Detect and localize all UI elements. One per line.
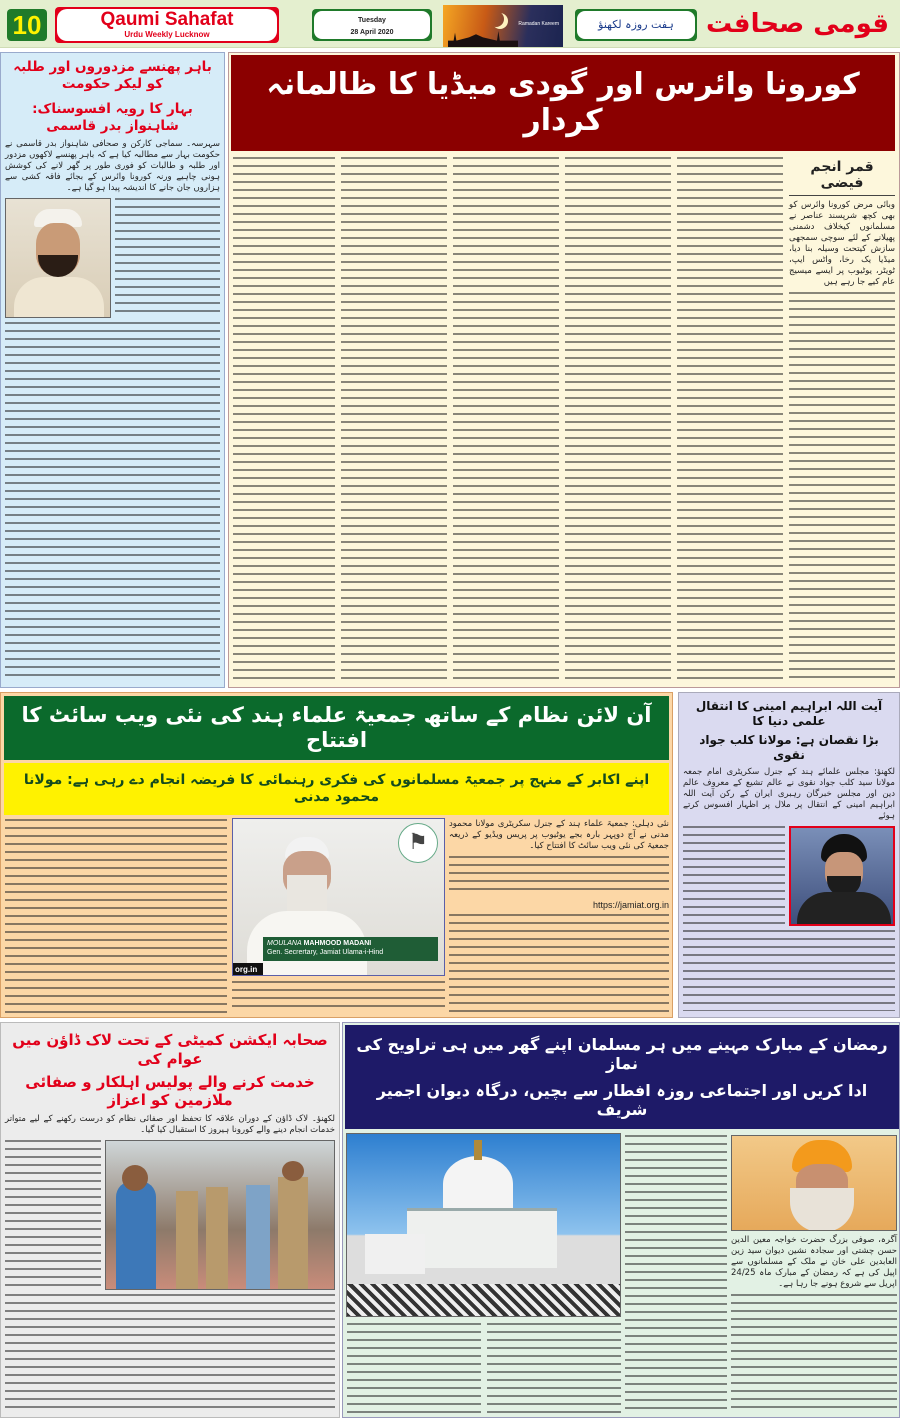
ajmer-col-right: [731, 1294, 897, 1413]
dewan-zainul-abedin-photo: [731, 1135, 897, 1231]
jamiat-story: [0, 692, 673, 1018]
main-story-headline: کورونا وائرس اور گودی میڈیا کا ظالمانہ کردار: [231, 55, 895, 151]
sahaba-text-beside-photo: [5, 1140, 101, 1290]
naqvi-text-beside-photo: [683, 826, 785, 926]
jamiat-col-left: [5, 819, 227, 1013]
main-story-byline: قمر انجم فیضی: [789, 159, 895, 196]
naqvi-headline-1: آیت اللہ ابراہیم امینی کا انتقال علمی دنیا کا: [695, 699, 883, 728]
jamiat-subheadline: اپنے اکابر کے منہج پر جمعیۃ مسلمانوں کی فکری رہنمائی کا فریضہ انجام دے رہی ہے: مولانا محمود مدنی: [4, 763, 669, 815]
main-story: [228, 52, 900, 688]
sahaba-story: [0, 1022, 340, 1418]
police-honour-photo: [105, 1140, 335, 1290]
masthead-name-urdu: قومی صحافت: [706, 9, 889, 39]
sahaba-body: [5, 1294, 335, 1413]
caption-name-prefix: MOULANA: [267, 940, 302, 947]
caption-name: MAHMOOD MADANI: [303, 940, 372, 947]
madani-video-still: [232, 818, 445, 976]
ajmer-headline-1: رمضان کے مبارک مہینے میں ہر مسلمان اپنے گھر میں ہی تراویح کی نماز: [356, 1034, 888, 1073]
left-story-lead: سہرسہ۔ سماجی کارکن و صحافی شاہنواز بدر قاسمی نے حکومت بہار سے مطالبہ کیا ہے کہ باہر پھنسے لاکھوں مزدور اور طلبہ و طالبات کو فوری طور پر گھر لانے کی کوشش ہونی چاہیے ورنہ کورونا وائرس کے بجائے فاقہ کشی سے ہزاروں جان جانے کا اندیشہ پیدا ہو گیا ہے۔: [5, 138, 220, 193]
jamiat-col-right-1: [449, 856, 669, 896]
naqvi-headline-2: بڑا نقصان ہے: مولانا کلب جواد نقوی: [699, 733, 879, 762]
left-story: [0, 52, 225, 688]
ajmer-headline-2: ادا کریں اور اجتماعی روزہ افطار سے بچیں، درگاہ دیوان اجمیر شریف: [376, 1081, 868, 1120]
ajmer-col-bottom-2: [347, 1323, 481, 1413]
left-story-body: [5, 322, 220, 682]
left-story-text-beside-photo: [115, 198, 220, 318]
main-story-col-2: [677, 157, 783, 683]
masthead-name-box: [55, 7, 279, 43]
masthead-subtitle-en: Urdu Weekly Lucknow: [124, 30, 210, 39]
ajmer-col-bottom-1: [487, 1323, 621, 1413]
ramadan-banner-image: [443, 5, 563, 47]
main-story-col-5: [341, 157, 447, 683]
caption-url: org.in: [233, 963, 263, 976]
sahaba-headline-2: خدمت کرنے والے پولیس اہلکار و صفائی ملازمین کو اعزاز: [25, 1072, 315, 1110]
jamiat-col-right-2: [449, 914, 669, 1013]
date-box: [312, 9, 432, 41]
ajmer-col-middle: [625, 1135, 727, 1413]
main-story-col-4: [453, 157, 559, 683]
main-story-col-3: [565, 157, 671, 683]
mosque-silhouette-icon: [448, 31, 518, 47]
weekly-box: [575, 9, 697, 41]
lower-third-caption: [263, 937, 438, 961]
jamiat-col-mid: [232, 981, 445, 1013]
ajmer-headline-band: [345, 1025, 899, 1129]
jamiat-headline: آن لائن نظام کے ساتھ جمعیۃ علماء ہند کی نئی ویب سائٹ کا افتتاح: [4, 696, 669, 760]
left-story-headline-2: بہار کا رویہ افسوسناک: شاہنواز بدر قاسمی: [32, 100, 193, 134]
jamiat-lead: نئی دہلی: جمعیۃ علماء ہند کے جنرل سکریٹری مولانا محمود مدنی نے آج دوپہر بارہ بجے یوٹیوب پر پریس ویڈیو کے ذریعہ جمعیۃ کی نئی ویب سائٹ کا افتتاح کیا۔: [449, 819, 669, 851]
ajmer-story: [342, 1022, 900, 1418]
ajmer-dargah-photo: [346, 1133, 621, 1317]
issue-day: Tuesday: [358, 17, 386, 24]
sahaba-lead: لکھنؤ۔ لاک ڈاؤن کے دوران علاقہ کا تحفظ اور صفائی نظام کو درست رکھنے کے لیے متواتر خدمات انجام دینے والے کورونا ہیروز کا استقبال کیا گیا۔: [5, 1114, 335, 1135]
naqvi-story: [678, 692, 900, 1018]
masthead: [0, 0, 900, 48]
jamiat-website-link[interactable]: https://jamiat.org.in: [592, 900, 669, 910]
sahaba-headline-1: صحابہ ایکشن کمیٹی کے تحت لاک ڈاؤن میں عوام کی: [12, 1031, 328, 1068]
main-story-lead: وبائی مرض کورونا وائرس کو بھی کچھ شرپسند عناصر نے مسلمانوں کیخلاف دشمنی پھیلانے کے لئے سوچی سمجھی سازش کیتحت وسیلہ بنا دیا، میڈیا یک رخا، واٹس ایپ، ٹویٹر، یوٹیوب پر ایسے میسیج عام کیے جا رہے ہیں: [789, 200, 895, 287]
weekly-urdu: ہفت روزہ لکھنؤ: [577, 11, 695, 39]
left-story-headline-1: باہر پھنسے مزدوروں اور طلبہ کو لیکر حکومت: [13, 59, 212, 92]
naqvi-lead: لکھنؤ: مجلس علمائے ہند کے جنرل سکریٹری امام جمعہ مولانا سید کلب جواد نقوی نے عالم تشیع کے معروف عالم دین اور مجلس خبرگان رہبری ایران کے رکن آیت اللہ ابراہیم امینی کے انتقال پر ملال پر اظہار افسوس کرتے ہوئے: [683, 767, 895, 821]
crescent-moon-icon: [488, 11, 504, 27]
caption-title: Gen. Secrertary, Jamiat Ulama-i-Hind: [267, 949, 384, 956]
main-story-col-1: [789, 292, 895, 683]
jamiat-flags-logo: ⚑: [398, 823, 438, 863]
naqvi-body: [683, 930, 895, 1011]
shahnawaz-photo: [5, 198, 111, 318]
page-number: 10: [7, 9, 47, 41]
main-story-col-6: [233, 157, 335, 683]
ramadan-banner-text: Ramadan Kareem: [518, 21, 559, 27]
kalbe-jawad-photo: [789, 826, 895, 926]
masthead-name-en: Qaumi Sahafat: [100, 9, 234, 30]
ajmer-lead: آگرہ، صوفی بزرگ حضرت خواجہ معین الدین حسن چشتی اور سجادہ نشین دیوان سید زین العابدین علی خان نے ملک کے مسلمانوں سے اپیل کی ہے کہ رمضان کے مبارک ماہ 24/25 اپریل سے شروع ہونے جا رہا ہے۔: [731, 1235, 897, 1289]
issue-date: 28 April 2020: [350, 29, 394, 36]
